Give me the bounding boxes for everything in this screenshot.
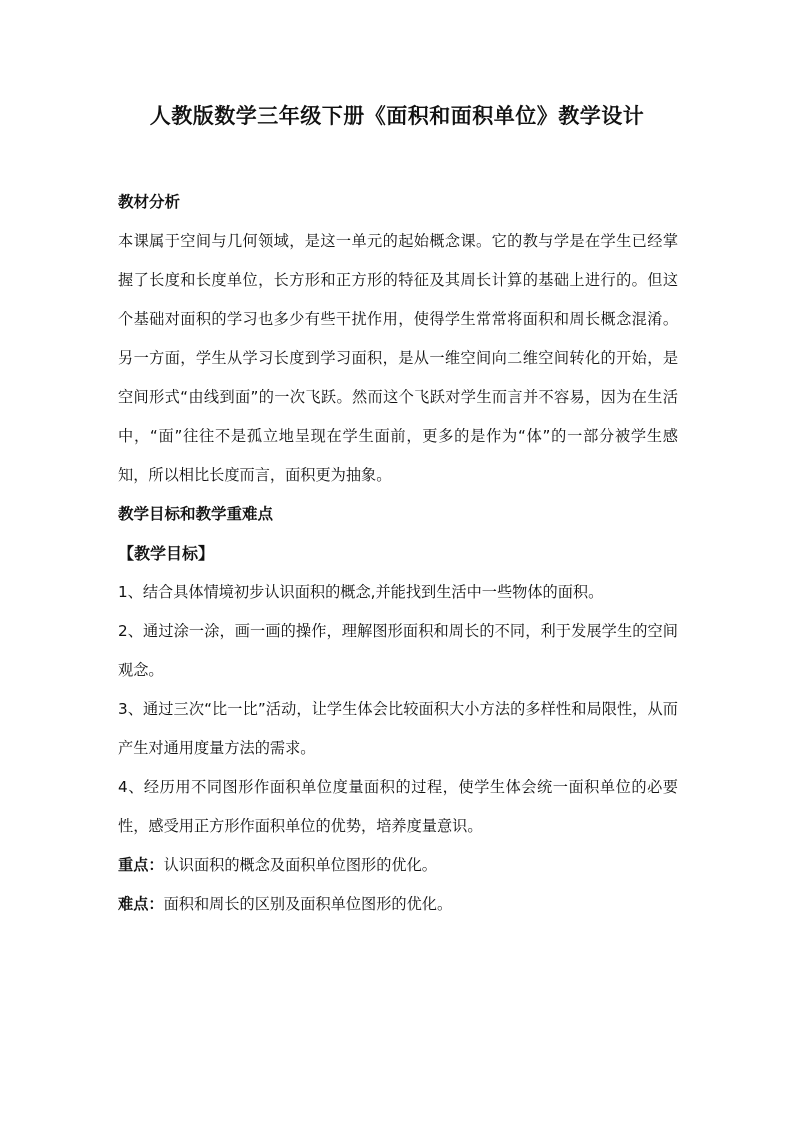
key-point-text: 认识面积的概念及面积单位图形的优化。	[163, 856, 437, 874]
goals-subheading: 【教学目标】	[118, 544, 215, 563]
document-title: 人教版数学三年级下册《面积和面积单位》教学设计	[149, 104, 645, 128]
section-heading-materials: 教材分析	[118, 193, 181, 211]
difficulty-text: 面积和周长的区别及面积单位图形的优化。	[163, 895, 453, 913]
materials-analysis-paragraph: 本课属于空间与几何领域，是这一单元的起始概念课。它的教与学是在学生已经掌握了长度和长度单位，长方形和正方形的特征及其周长计算的基础上进行的。但这个基础对面积的学习也多少有些干扰作用，使得学生常常将面积和周长概念混淆。另一方面，学生从学习长度到学习面积，是从一维空间向二维空间转化的开始，是空间形式“由线到面”的一次飞跃。然而这个飞跃对学生而言并不容易，因为在生活中，“面”往往不是孤立地呈现在学生面前，更多的是作为“体”的一部分被学生感知，所以相比长度而言，面积更为抽象。	[118, 232, 678, 484]
goal-item-2: 2、通过涂一涂，画一画的操作，理解图形面积和周长的不同，利于发展学生的空间观念。	[118, 622, 678, 679]
section-heading-goals: 教学目标和教学重难点	[118, 505, 274, 523]
difficulty-label: 难点：	[118, 895, 164, 913]
goal-item-4: 4、经历用不同图形作面积单位度量面积的过程，使学生体会统一面积单位的必要性，感受用正方形作面积单位的优势，培养度量意识。	[118, 778, 678, 835]
goal-item-3: 3、通过三次“比一比”活动，让学生体会比较面积大小方法的多样性和局限性，从而产生对通用度量方法的需求。	[118, 700, 678, 757]
key-point-line	[118, 846, 678, 885]
document-body	[118, 183, 678, 924]
key-point-label: 重点：	[118, 856, 164, 874]
goal-item-1: 1、结合具体情境初步认识面积的概念,并能找到生活中一些物体的面积。	[118, 583, 604, 601]
difficulty-line	[118, 885, 678, 924]
